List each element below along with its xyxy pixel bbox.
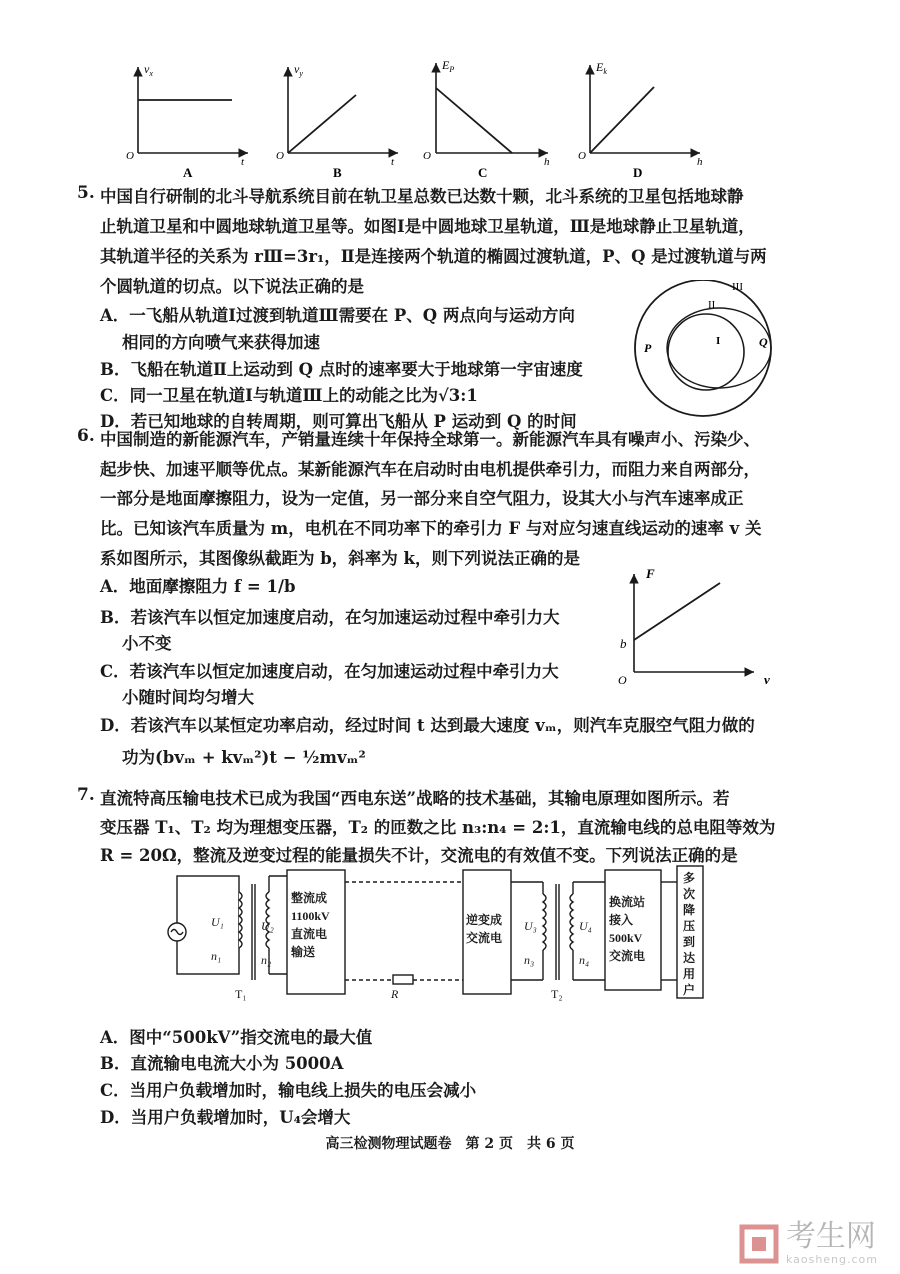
- question-text-line: 止轨道卫星和中圆地球轨道卫星等。如图Ⅰ是中圆地球卫星轨道，Ⅲ是地球静止卫星轨道，: [100, 217, 755, 236]
- graph-d: [578, 60, 703, 180]
- graph-a-ylabel: $v_x$: [144, 62, 153, 78]
- user-text: 次: [683, 887, 696, 901]
- graph-a: [126, 62, 248, 180]
- option-a: A．地面摩擦阻力 f = 1/b: [100, 577, 296, 596]
- graph-c-xlabel: h: [544, 156, 550, 168]
- label-r: R: [391, 987, 399, 1001]
- station-text: 500kV: [609, 931, 643, 945]
- converter-station-box: [605, 870, 661, 990]
- question-text-line: R = 20Ω，整流及逆变过程的能量损失不计，交流电的有效值不变。下列说法正确的是: [100, 846, 738, 865]
- top-graphs: [100, 55, 740, 185]
- rectifier-text: 1100kV: [291, 909, 330, 923]
- graph-a-origin: O: [126, 150, 134, 162]
- t2-secondary-coil: [570, 894, 573, 950]
- question-text-line: 中国制造的新能源汽车，产销量连续十年保持全球第一。新能源汽车具有噪声小、污染少、: [100, 430, 760, 449]
- question-text-line: 直流特高压输电技术已成为我国“西电东送”战略的技术基础，其输电原理如图所示。若: [100, 789, 730, 808]
- graph-c: [423, 58, 550, 180]
- option-d: D．当用户负载增加时，U₄会增大: [100, 1108, 351, 1127]
- label-ii: II: [708, 299, 716, 311]
- kaosheng-logo-icon: [738, 1223, 780, 1265]
- point-q: Q: [759, 335, 768, 349]
- origin-o: O: [618, 673, 627, 685]
- graph-b-origin: O: [276, 150, 284, 162]
- resistor-r: [393, 975, 413, 984]
- graph-a-xlabel: t: [241, 156, 245, 168]
- question-text-line: 一部分是地面摩擦阻力，设为一定值，另一部分来自空气阻力，设其大小与汽车速率成正: [100, 489, 744, 508]
- graph-d-origin: O: [578, 150, 586, 162]
- user-text: 用: [683, 967, 696, 981]
- user-text: 多: [683, 871, 696, 885]
- graph-c-origin: O: [423, 150, 431, 162]
- graph-d-line: [590, 87, 654, 153]
- label-iii: III: [732, 281, 743, 293]
- graph-c-ylabel: $E_P$: [442, 58, 455, 74]
- option-b-cont: 小不变: [122, 634, 172, 653]
- option-c: C．同一卫星在轨道Ⅰ与轨道Ⅲ上的动能之比为√3:1: [100, 386, 478, 405]
- inverter-text: 交流电: [466, 931, 503, 945]
- watermark: [738, 1221, 878, 1266]
- question-number: 7.: [77, 785, 95, 805]
- rectifier-text: 输送: [291, 945, 316, 959]
- source-loop: [177, 876, 239, 974]
- axis-f: F: [646, 566, 655, 581]
- intercept-b: b: [620, 636, 627, 651]
- question-text-line: 系如图所示，其图像纵截距为 b，斜率为 k，则下列说法正确的是: [100, 549, 580, 568]
- station-text: 接入: [609, 913, 634, 927]
- transmission-circuit: [165, 864, 720, 1004]
- option-a-cont: 相同的方向喷气来获得加速: [122, 333, 320, 352]
- graph-b-letter: B: [333, 165, 342, 180]
- graph-b-xlabel: t: [391, 156, 395, 168]
- question-text-line: 起步快、加速平顺等优点。某新能源汽车在启动时由电机提供牵引力，而阻力来自两部分，: [100, 460, 760, 479]
- option-c-cont: 小随时间均匀增大: [122, 688, 254, 707]
- question-text-line: 比。已知该汽车质量为 m，电机在不同功率下的牵引力 F 与对应匀速直线运动的速率 v 关: [100, 519, 762, 538]
- option-c: C．若该汽车以恒定加速度启动，在匀加速运动过程中牵引力大: [100, 662, 559, 681]
- orbit-iii: [635, 280, 771, 416]
- label-n3: n₃: [524, 953, 535, 967]
- station-text: 换流站: [609, 895, 646, 909]
- option-a: A．图中“500kV”指交流电的最大值: [100, 1028, 373, 1047]
- option-b: B．直流输电电流大小为 5000A: [100, 1054, 344, 1073]
- option-c: C．当用户负载增加时，输电线上损失的电压会减小: [100, 1081, 477, 1100]
- axis-v: v: [764, 672, 770, 685]
- orbit-i: [668, 314, 744, 390]
- inverter-text: 逆变成: [466, 913, 503, 927]
- graph-a-letter: A: [183, 165, 193, 180]
- graph-b-line: [288, 95, 356, 153]
- question-text-line: 个圆轨道的切点。以下说法正确的是: [100, 277, 364, 296]
- rectifier-text: 直流电: [291, 927, 328, 941]
- label-n4: n₄: [579, 953, 590, 967]
- label-t2: T₂: [551, 987, 563, 1001]
- question-text-line: 变压器 T₁、T₂ 均为理想变压器，T₂ 的匝数之比 n₃:n₄ = 2:1，直流输电线的总电阻等效为: [100, 818, 776, 837]
- label-t1: T₁: [235, 987, 247, 1001]
- watermark-brand: 考生网: [785, 1219, 876, 1254]
- option-d-cont: 功为(bvₘ + kvₘ²)t − ½mvₘ²: [122, 748, 366, 767]
- label-u1: U₁: [211, 915, 224, 929]
- user-text: 降: [683, 903, 696, 917]
- user-text: 到: [683, 935, 696, 949]
- label-u4: U₄: [579, 919, 592, 933]
- label-u3: U₃: [524, 919, 537, 933]
- graph-d-ylabel: $E_k$: [596, 60, 607, 76]
- t1-primary-coil: [239, 892, 242, 948]
- label-u2: U₂: [261, 919, 274, 933]
- watermark-url: kaosheng.com: [785, 1253, 878, 1266]
- graph-c-line: [436, 88, 512, 153]
- question-number: 5.: [77, 183, 95, 203]
- question-text-line: 中国自行研制的北斗导航系统目前在轨卫星总数已达数十颗，北斗系统的卫星包括地球静: [100, 187, 744, 206]
- graph-b-ylabel: $v_y$: [294, 62, 303, 78]
- graph-b: [276, 62, 398, 180]
- station-text: 交流电: [609, 949, 646, 963]
- page-footer: 高三检测物理试题卷 第 2 页 共 6 页: [325, 1136, 575, 1152]
- option-d: D．若该汽车以某恒定功率启动，经过时间 t 达到最大速度 vₘ，则汽车克服空气阻力做的: [100, 716, 755, 735]
- force-velocity-graph: [612, 560, 787, 685]
- force-line: [634, 583, 720, 640]
- orbit-ii: [667, 308, 771, 388]
- t2-primary-coil: [543, 894, 546, 950]
- label-n2: n₂: [261, 953, 272, 967]
- option-b: B．若该汽车以恒定加速度启动，在匀加速运动过程中牵引力大: [100, 608, 560, 627]
- question-number: 6.: [77, 426, 95, 446]
- option-a: A．一飞船从轨道Ⅰ过渡到轨道Ⅲ需要在 P、Q 两点向与运动方向: [100, 306, 575, 325]
- graph-d-letter: D: [633, 165, 643, 180]
- rectifier-text: 整流成: [291, 891, 328, 905]
- user-text: 压: [683, 919, 696, 933]
- user-text: 达: [683, 951, 696, 965]
- user-text: 户: [683, 983, 696, 997]
- option-d: D．若已知地球的自转周期，则可算出飞船从 P 运动到 Q 的时间: [100, 412, 577, 431]
- point-p: P: [644, 341, 652, 355]
- orbit-figure: [608, 280, 788, 425]
- option-b: B．飞船在轨道Ⅱ上运动到 Q 点时的速率要大于地球第一宇宙速度: [100, 360, 583, 379]
- graph-d-xlabel: h: [697, 156, 703, 168]
- label-i: I: [716, 335, 721, 347]
- graph-c-letter: C: [478, 165, 488, 180]
- question-text-line: 其轨道半径的关系为 rⅢ=3r₁，Ⅱ是连接两个轨道的椭圆过渡轨道，P、Q 是过渡轨道与两: [100, 247, 767, 266]
- label-n1: n₁: [211, 949, 222, 963]
